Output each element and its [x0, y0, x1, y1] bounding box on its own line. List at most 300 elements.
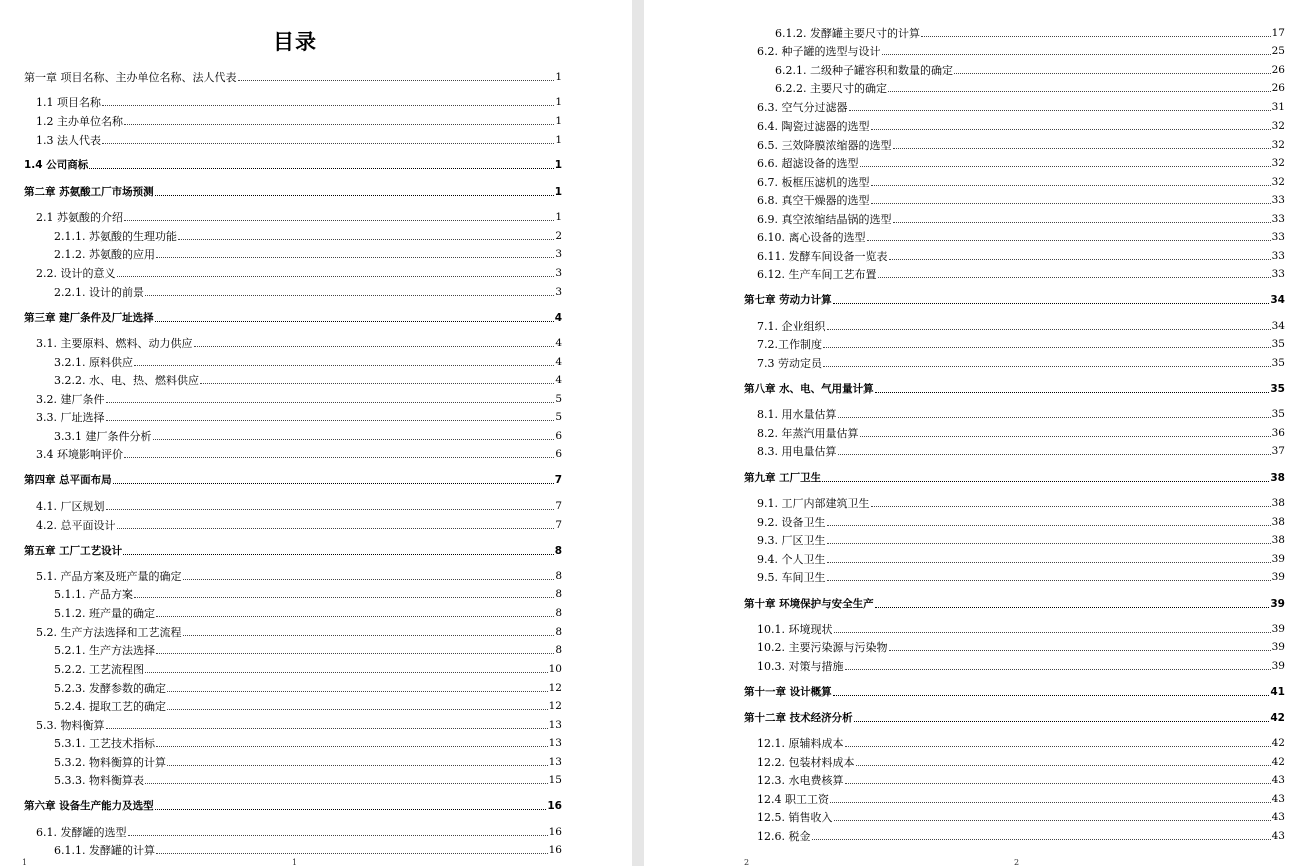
toc-title: 目录 — [273, 30, 317, 54]
toc-chapter-entry[interactable] — [744, 471, 1285, 485]
toc-page-number: 3 — [555, 286, 562, 298]
toc-entry-text: 9.2. 设备卫生 — [757, 516, 826, 529]
toc-page-number: 25 — [1271, 45, 1285, 57]
toc-leader-dots — [827, 580, 1271, 581]
toc-list-left — [0, 0, 632, 866]
toc-entry-text: 第十章 环境保护与安全生产 — [744, 598, 874, 610]
toc-entry[interactable] — [775, 81, 1285, 95]
toc-leader-dots — [156, 853, 548, 854]
toc-page-number: 32 — [1271, 139, 1285, 151]
toc-leader-dots — [124, 124, 554, 125]
toc-entry[interactable] — [757, 792, 1285, 806]
toc-page-number: 38 — [1271, 534, 1285, 546]
toc-leader-dots — [167, 709, 548, 710]
toc-page-number: 12 — [548, 700, 562, 712]
toc-page-number: 38 — [1271, 516, 1285, 528]
toc-page-left — [0, 0, 632, 866]
toc-entry[interactable] — [757, 570, 1285, 584]
toc-leader-dots — [854, 721, 1270, 722]
toc-entry[interactable] — [757, 773, 1285, 787]
toc-entry-text: 3.2. 建厂条件 — [36, 393, 105, 406]
toc-leader-dots — [155, 195, 554, 196]
toc-entry[interactable] — [54, 773, 562, 787]
toc-leader-dots — [856, 765, 1271, 766]
toc-leader-dots — [823, 366, 1271, 367]
toc-page-number: 41 — [1270, 686, 1285, 698]
toc-entry[interactable] — [757, 496, 1285, 510]
toc-page-number: 43 — [1271, 774, 1285, 786]
toc-page-number: 42 — [1271, 737, 1285, 749]
toc-page-number: 5 — [555, 393, 562, 405]
toc-page-number: 4 — [555, 356, 562, 368]
toc-page-number: 32 — [1271, 120, 1285, 132]
toc-entry[interactable] — [757, 319, 1285, 333]
toc-entry-text: 6.6. 超滤设备的选型 — [757, 157, 859, 170]
toc-entry[interactable] — [36, 95, 562, 109]
toc-page-number: 8 — [555, 626, 562, 638]
toc-page-number: 1 — [554, 159, 562, 171]
toc-entry-text: 6.4. 陶瓷过滤器的选型 — [757, 120, 870, 133]
toc-entry-text: 第二章 苏氨酸工厂市场预测 — [24, 186, 154, 198]
toc-entry[interactable] — [757, 755, 1285, 769]
toc-entry-text: 1.3 法人代表 — [36, 134, 101, 147]
toc-page-number: 15 — [548, 774, 562, 786]
toc-entry-text: 6.7. 板框压滤机的选型 — [757, 176, 870, 189]
toc-chapter-entry[interactable] — [24, 158, 562, 172]
toc-page-number: 32 — [1271, 176, 1285, 188]
toc-leader-dots — [106, 420, 555, 421]
toc-entry[interactable] — [757, 230, 1285, 244]
toc-page-number: 1 — [554, 186, 562, 198]
toc-entry[interactable] — [757, 515, 1285, 529]
toc-leader-dots — [834, 820, 1271, 821]
toc-leader-dots — [833, 695, 1270, 696]
toc-page-number: 32 — [1271, 157, 1285, 169]
toc-page-number: 4 — [555, 337, 562, 349]
toc-entry[interactable] — [757, 337, 1285, 351]
toc-entry-text: 6.2. 种子罐的选型与设计 — [757, 45, 881, 58]
toc-page-number: 34 — [1270, 294, 1285, 306]
toc-entry-text: 6.2.1. 二级种子罐容积和数量的确定 — [775, 64, 953, 77]
toc-entry[interactable] — [24, 70, 562, 84]
toc-entry-text: 9.4. 个人卫生 — [757, 553, 826, 566]
toc-page-number: 4 — [554, 312, 562, 324]
toc-entry[interactable] — [757, 622, 1285, 636]
toc-entry-text: 6.5. 三效降膜浓缩器的选型 — [757, 139, 892, 152]
toc-entry-text: 6.1.1. 发酵罐的计算 — [54, 844, 155, 857]
toc-leader-dots — [194, 346, 555, 347]
toc-entry[interactable] — [54, 843, 562, 857]
toc-page-number: 6 — [555, 430, 562, 442]
toc-entry-text: 7.3 劳动定员 — [757, 357, 822, 370]
toc-leader-dots — [113, 483, 554, 484]
toc-entry[interactable] — [757, 175, 1285, 189]
toc-page-number: 3 — [555, 248, 562, 260]
toc-page-number: 1 — [555, 115, 562, 127]
toc-entry-text: 3.2.2. 水、电、热、燃料供应 — [54, 374, 199, 387]
toc-page-number: 1 — [555, 96, 562, 108]
toc-page-right — [644, 0, 1304, 866]
toc-entry-text: 2.2.1. 设计的前景 — [54, 286, 144, 299]
toc-leader-dots — [117, 276, 555, 277]
toc-entry-text: 12.5. 销售收入 — [757, 811, 833, 824]
toc-page-number: 7 — [554, 474, 562, 486]
toc-page-number: 1 — [555, 71, 562, 83]
toc-entry-text: 6.1. 发酵罐的选型 — [36, 826, 127, 839]
toc-leader-dots — [833, 303, 1270, 304]
toc-leader-dots — [849, 110, 1271, 111]
toc-list-right — [644, 0, 1304, 866]
toc-entry-text: 5.1. 产品方案及班产量的确定 — [36, 570, 182, 583]
toc-page-number: 33 — [1271, 250, 1285, 262]
toc-entry-text: 3.2.1. 原料供应 — [54, 356, 133, 369]
toc-page-number: 16 — [547, 800, 562, 812]
toc-leader-dots — [878, 277, 1271, 278]
toc-leader-dots — [124, 220, 554, 221]
toc-leader-dots — [875, 392, 1270, 393]
toc-leader-dots — [838, 417, 1271, 418]
toc-entry-text: 9.3. 厂区卫生 — [757, 534, 826, 547]
toc-entry-text: 12.1. 原辅料成本 — [757, 737, 844, 750]
toc-entry[interactable] — [54, 606, 562, 620]
toc-entry-text: 第五章 工厂工艺设计 — [24, 545, 123, 557]
toc-page-number: 31 — [1271, 101, 1285, 113]
toc-page-number: 43 — [1271, 793, 1285, 805]
toc-leader-dots — [145, 672, 548, 673]
toc-entry[interactable] — [757, 736, 1285, 750]
toc-entry-text: 10.2. 主要污染源与污染物 — [757, 641, 888, 654]
toc-leader-dots — [834, 632, 1271, 633]
toc-entry-text: 9.1. 工厂内部建筑卫生 — [757, 497, 870, 510]
toc-entry[interactable] — [36, 825, 562, 839]
toc-page-number: 7 — [555, 519, 562, 531]
toc-page-number: 33 — [1271, 213, 1285, 225]
toc-leader-dots — [134, 597, 554, 598]
toc-entry-text: 5.2.2. 工艺流程图 — [54, 663, 144, 676]
toc-entry-text: 8.3. 用电量估算 — [757, 445, 837, 458]
toc-page-number: 36 — [1271, 427, 1285, 439]
toc-page-number: 35 — [1271, 338, 1285, 350]
toc-page-number: 42 — [1270, 712, 1285, 724]
toc-entry-text: 6.2.2. 主要尺寸的确定 — [775, 82, 887, 95]
toc-chapter-entry[interactable] — [744, 685, 1285, 699]
toc-page-number: 12 — [548, 682, 562, 694]
toc-entry[interactable] — [757, 119, 1285, 133]
toc-entry[interactable] — [757, 138, 1285, 152]
toc-entry-text: 6.12. 生产车间工艺布置 — [757, 268, 877, 281]
toc-entry[interactable] — [757, 44, 1285, 58]
toc-page-number: 33 — [1271, 268, 1285, 280]
toc-entry[interactable] — [757, 810, 1285, 824]
toc-leader-dots — [167, 691, 548, 692]
toc-leader-dots — [871, 129, 1271, 130]
toc-leader-dots — [882, 54, 1271, 55]
toc-entry-text: 6.1.2. 发酵罐主要尺寸的计算 — [775, 27, 920, 40]
toc-entry-text: 1.1 项目名称 — [36, 96, 101, 109]
toc-entry-text: 8.1. 用水量估算 — [757, 408, 837, 421]
toc-leader-dots — [889, 650, 1271, 651]
toc-page-number: 8 — [554, 545, 562, 557]
toc-entry[interactable] — [757, 267, 1285, 281]
toc-entry[interactable] — [757, 829, 1285, 843]
toc-entry[interactable] — [757, 640, 1285, 654]
toc-leader-dots — [102, 143, 554, 144]
toc-leader-dots — [128, 835, 548, 836]
toc-chapter-entry[interactable] — [744, 382, 1285, 396]
toc-leader-dots — [827, 562, 1271, 563]
toc-entry[interactable] — [775, 63, 1285, 77]
toc-entry[interactable] — [54, 755, 562, 769]
toc-leader-dots — [827, 525, 1271, 526]
toc-entry[interactable] — [757, 426, 1285, 440]
toc-entry[interactable] — [36, 336, 562, 350]
toc-entry-text: 5.2.3. 发酵参数的确定 — [54, 682, 166, 695]
toc-entry-text: 第八章 水、电、气用量计算 — [744, 383, 874, 395]
toc-entry-text: 第十一章 设计概算 — [744, 686, 832, 698]
toc-leader-dots — [183, 635, 555, 636]
toc-leader-dots — [921, 36, 1271, 37]
toc-leader-dots — [155, 321, 554, 322]
toc-entry-text: 6.3. 空气分过滤器 — [757, 101, 848, 114]
toc-entry[interactable] — [757, 156, 1285, 170]
toc-entry[interactable] — [36, 518, 562, 532]
toc-entry-text: 10.3. 对策与措施 — [757, 660, 844, 673]
toc-leader-dots — [812, 839, 1271, 840]
toc-leader-dots — [155, 809, 547, 810]
toc-entry-text: 1.4 公司商标 — [24, 159, 89, 171]
toc-entry-text: 5.3.1. 工艺技术指标 — [54, 737, 155, 750]
toc-entry[interactable] — [54, 699, 562, 713]
page-footer-mark: 1 — [292, 858, 298, 866]
toc-leader-dots — [200, 383, 554, 384]
toc-entry-text: 第一章 项目名称、主办单位名称、法人代表 — [24, 71, 237, 84]
toc-entry[interactable] — [54, 662, 562, 676]
toc-leader-dots — [106, 728, 548, 729]
toc-chapter-entry[interactable] — [744, 597, 1285, 611]
toc-leader-dots — [106, 402, 555, 403]
toc-entry-text: 2.1.1. 苏氨酸的生理功能 — [54, 230, 177, 243]
toc-page-number: 43 — [1271, 811, 1285, 823]
page-gutter — [632, 0, 644, 866]
toc-entry-text: 1.2 主办单位名称 — [36, 115, 123, 128]
toc-page-number: 13 — [548, 719, 562, 731]
toc-entry[interactable] — [757, 407, 1285, 421]
toc-entry-text: 4.2. 总平面设计 — [36, 519, 116, 532]
toc-entry[interactable] — [36, 499, 562, 513]
toc-page-number: 8 — [555, 644, 562, 656]
toc-leader-dots — [117, 528, 555, 529]
toc-entry-text: 9.5. 车间卫生 — [757, 571, 826, 584]
toc-entry-text: 2.1 苏氨酸的介绍 — [36, 211, 123, 224]
toc-entry[interactable] — [757, 552, 1285, 566]
toc-entry[interactable] — [54, 355, 562, 369]
toc-entry[interactable] — [54, 587, 562, 601]
toc-entry-text: 5.2.4. 提取工艺的确定 — [54, 700, 166, 713]
toc-entry[interactable] — [36, 410, 562, 424]
toc-entry[interactable] — [54, 681, 562, 695]
toc-entry[interactable] — [36, 625, 562, 639]
toc-page-number: 10 — [548, 663, 562, 675]
toc-leader-dots — [888, 91, 1271, 92]
toc-entry[interactable] — [36, 718, 562, 732]
toc-chapter-entry[interactable] — [744, 711, 1285, 725]
toc-entry-text: 10.1. 环境现状 — [757, 623, 833, 636]
toc-page-number: 35 — [1271, 408, 1285, 420]
toc-entry[interactable] — [54, 373, 562, 387]
toc-entry[interactable] — [775, 26, 1285, 40]
toc-leader-dots — [156, 257, 554, 258]
toc-leader-dots — [867, 240, 1271, 241]
toc-leader-dots — [827, 543, 1271, 544]
toc-entry[interactable] — [757, 249, 1285, 263]
toc-page-number: 37 — [1271, 445, 1285, 457]
toc-leader-dots — [167, 765, 548, 766]
toc-page-number: 1 — [555, 134, 562, 146]
toc-entry-text: 第四章 总平面布局 — [24, 474, 112, 486]
toc-leader-dots — [845, 783, 1271, 784]
toc-page-number: 13 — [548, 756, 562, 768]
toc-page-number: 13 — [548, 737, 562, 749]
toc-leader-dots — [827, 329, 1271, 330]
toc-entry[interactable] — [757, 533, 1285, 547]
toc-page-number: 33 — [1271, 194, 1285, 206]
toc-page-number: 39 — [1271, 553, 1285, 565]
toc-page-number: 26 — [1271, 82, 1285, 94]
toc-leader-dots — [845, 669, 1271, 670]
toc-page-number: 16 — [548, 844, 562, 856]
toc-entry-text: 4.1. 厂区规划 — [36, 500, 105, 513]
toc-page-number: 38 — [1271, 497, 1285, 509]
toc-chapter-entry[interactable] — [24, 799, 562, 813]
toc-entry-text: 5.3.3. 物料衡算表 — [54, 774, 144, 787]
toc-entry[interactable] — [36, 447, 562, 461]
toc-entry-text: 3.3. 厂址选择 — [36, 411, 105, 424]
page-footer-mark: 1 — [22, 858, 28, 866]
toc-page-number: 3 — [555, 267, 562, 279]
toc-leader-dots — [124, 457, 554, 458]
toc-leader-dots — [871, 185, 1271, 186]
toc-leader-dots — [153, 439, 555, 440]
toc-entry-text: 5.2. 生产方法选择和工艺流程 — [36, 626, 182, 639]
page-footer-mark: 2 — [744, 858, 750, 866]
toc-entry[interactable] — [36, 114, 562, 128]
toc-leader-dots — [889, 259, 1271, 260]
toc-entry[interactable] — [54, 736, 562, 750]
toc-entry-text: 12.6. 税金 — [757, 830, 811, 843]
toc-page-number: 33 — [1271, 231, 1285, 243]
toc-entry[interactable] — [54, 429, 562, 443]
toc-entry-text: 2.1.2. 苏氨酸的应用 — [54, 248, 155, 261]
toc-chapter-entry[interactable] — [744, 293, 1285, 307]
toc-page-number: 7 — [555, 500, 562, 512]
toc-entry-text: 第七章 劳动力计算 — [744, 294, 832, 306]
toc-chapter-entry[interactable] — [24, 544, 562, 558]
toc-leader-dots — [134, 365, 554, 366]
toc-leader-dots — [893, 148, 1271, 149]
toc-page-number: 8 — [555, 570, 562, 582]
toc-entry-text: 第六章 设备生产能力及选型 — [24, 800, 154, 812]
toc-leader-dots — [156, 616, 554, 617]
toc-chapter-entry[interactable] — [24, 473, 562, 487]
toc-entry[interactable] — [54, 285, 562, 299]
toc-entry-text: 第三章 建厂条件及厂址选择 — [24, 312, 154, 324]
toc-entry-text: 12.3. 水电费核算 — [757, 774, 844, 787]
toc-entry[interactable] — [757, 100, 1285, 114]
toc-leader-dots — [106, 509, 555, 510]
toc-entry[interactable] — [36, 569, 562, 583]
toc-page-number: 17 — [1271, 27, 1285, 39]
page-footer-mark: 2 — [1014, 858, 1020, 866]
toc-entry-text: 第九章 工厂卫生 — [744, 472, 822, 484]
toc-entry-text: 7.2.工作制度 — [757, 338, 822, 351]
toc-leader-dots — [871, 506, 1271, 507]
toc-page-number: 39 — [1271, 641, 1285, 653]
toc-chapter-entry[interactable] — [24, 311, 562, 325]
toc-leader-dots — [822, 481, 1269, 482]
toc-entry-text: 3.3.1 建厂条件分析 — [54, 430, 152, 443]
toc-page-number: 35 — [1271, 357, 1285, 369]
toc-page-number: 35 — [1270, 383, 1285, 395]
toc-entry[interactable] — [757, 659, 1285, 673]
toc-leader-dots — [893, 222, 1271, 223]
toc-page-number: 26 — [1271, 64, 1285, 76]
toc-entry[interactable] — [757, 193, 1285, 207]
toc-entry[interactable] — [54, 643, 562, 657]
toc-leader-dots — [145, 783, 548, 784]
toc-entry-text: 6.9. 真空浓缩结晶锅的选型 — [757, 213, 892, 226]
toc-entry[interactable] — [36, 266, 562, 280]
toc-leader-dots — [954, 73, 1271, 74]
toc-chapter-entry[interactable] — [24, 185, 562, 199]
toc-page-number: 43 — [1271, 830, 1285, 842]
toc-leader-dots — [178, 239, 554, 240]
toc-leader-dots — [145, 295, 554, 296]
toc-page-number: 8 — [555, 588, 562, 600]
toc-entry[interactable] — [36, 133, 562, 147]
toc-leader-dots — [102, 105, 554, 106]
toc-leader-dots — [830, 802, 1271, 803]
toc-entry-text: 2.2. 设计的意义 — [36, 267, 116, 280]
toc-leader-dots — [860, 166, 1271, 167]
toc-page-number: 34 — [1271, 320, 1285, 332]
toc-page-number: 2 — [555, 230, 562, 242]
toc-entry[interactable] — [54, 229, 562, 243]
toc-entry-text: 5.1.1. 产品方案 — [54, 588, 133, 601]
toc-leader-dots — [123, 554, 554, 555]
toc-entry-text: 3.4 环境影响评价 — [36, 448, 123, 461]
toc-entry-text: 12.4 职工工资 — [757, 793, 829, 806]
toc-entry[interactable] — [54, 247, 562, 261]
toc-page-number: 5 — [555, 411, 562, 423]
toc-entry-text: 5.2.1. 生产方法选择 — [54, 644, 155, 657]
toc-page-number: 39 — [1271, 660, 1285, 672]
toc-entry[interactable] — [36, 392, 562, 406]
toc-page-number: 39 — [1271, 623, 1285, 635]
toc-entry[interactable] — [757, 444, 1285, 458]
toc-leader-dots — [183, 579, 555, 580]
toc-entry-text: 12.2. 包装材料成本 — [757, 756, 855, 769]
toc-leader-dots — [156, 746, 548, 747]
toc-entry[interactable] — [757, 356, 1285, 370]
toc-page-number: 16 — [548, 826, 562, 838]
toc-entry[interactable] — [36, 210, 562, 224]
toc-entry-text: 第十二章 技术经济分析 — [744, 712, 853, 724]
toc-leader-dots — [845, 746, 1271, 747]
toc-entry[interactable] — [757, 212, 1285, 226]
toc-leader-dots — [156, 653, 554, 654]
toc-leader-dots — [860, 436, 1271, 437]
toc-page-number: 38 — [1270, 472, 1285, 484]
